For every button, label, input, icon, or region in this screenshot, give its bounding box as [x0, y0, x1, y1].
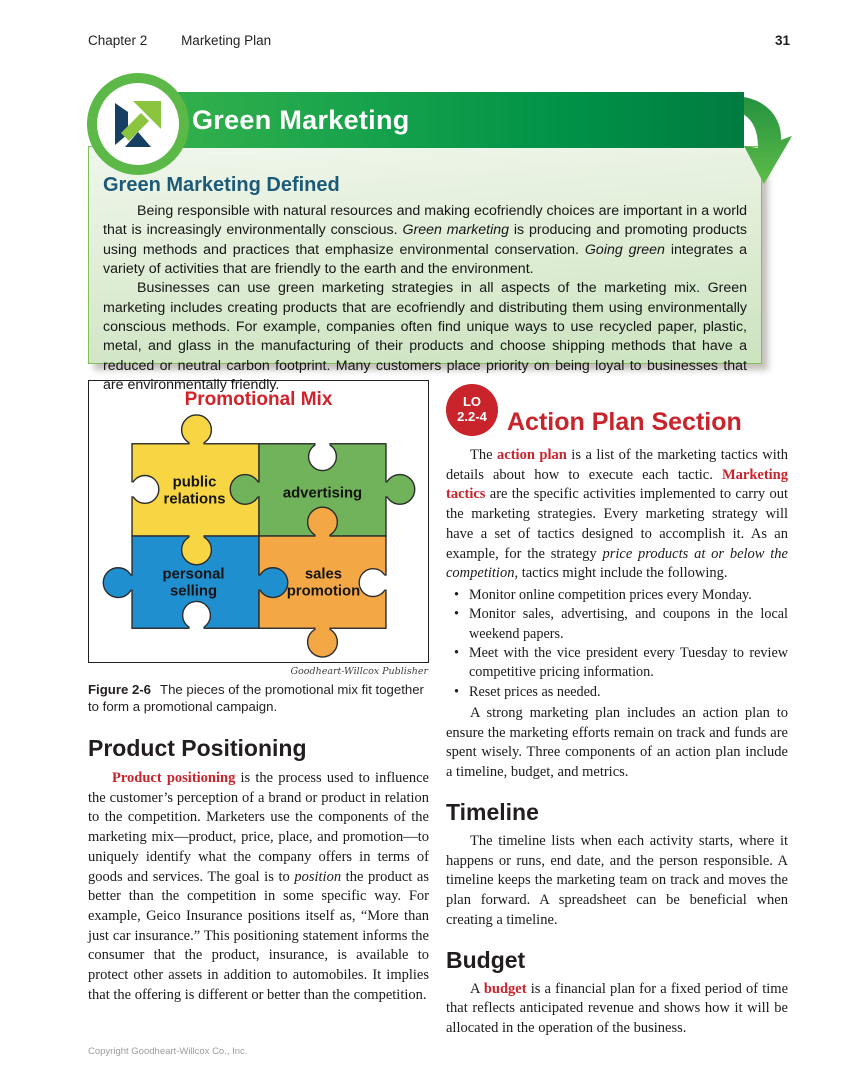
chapter-label: Chapter 2 — [88, 33, 148, 48]
puzzle-tab-neck — [255, 482, 263, 496]
puzzle-blank-neck — [128, 482, 136, 496]
puzzle-tab-neck — [315, 532, 329, 540]
puzzle-label: promotion — [286, 583, 360, 600]
italic-term: Green marketing — [402, 222, 510, 239]
text-run: is the process used to influence the customer’s perception of a brand or product in relation to the competition. Marketers use the components of the marketing mix—product, price, place, and promotion—to uniquely identify what the company offers in terms of goods and services. The goal is to — [88, 769, 429, 885]
page-number: 31 — [774, 33, 790, 48]
promotional-mix-puzzle — [94, 414, 424, 660]
gw-arrow-logo-icon — [86, 72, 190, 176]
key-term: Product positioning — [112, 769, 236, 786]
text-run: is a financial plan for a fixed period of time that reflects anticipated revenue and shows how it will be allocated in the operation of the business. — [446, 980, 789, 1037]
lo-label: LO — [462, 394, 482, 410]
text-run: is a list of the marketing tactics with details about how to execute each tactic. — [446, 447, 789, 483]
figure-2-6 — [88, 380, 429, 663]
puzzle-tab-neck — [189, 532, 203, 540]
puzzle-label: sales — [304, 566, 342, 583]
text-run: is producing and promoting products using methods and practices that emphasize environmental conservation. — [103, 222, 747, 258]
italic-term: price products at or below the competition — [446, 545, 788, 582]
text-run: , tactics might include the following. — [514, 565, 728, 582]
puzzle-tab-neck — [315, 624, 329, 632]
budget-paragraph — [446, 980, 788, 1039]
lo-number: 2.2-4 — [457, 409, 487, 424]
feature-paragraph — [103, 202, 747, 279]
puzzle-tab-neck — [128, 576, 136, 590]
action-plan-paragraph — [446, 446, 788, 584]
figure-caption — [88, 681, 429, 716]
section-heading-timeline: Timeline — [446, 798, 539, 825]
list-item: • Monitor sales, advertising, and coupons in the local weekend papers. — [454, 605, 788, 644]
list-item: • Monitor online competition prices every Monday. — [454, 586, 788, 605]
text-run: The — [470, 447, 498, 463]
text-run: A — [470, 980, 484, 997]
puzzle-tab-neck — [189, 440, 203, 448]
section-heading-product-positioning: Product Positioning — [88, 734, 307, 761]
feature-banner-bar — [104, 92, 744, 148]
text-run: are the specific activities implemented to carry out the marketing strategies. Every marketing strategy will have a set of tactics designed to accomplish it. As an example, for the strategy — [446, 486, 788, 562]
puzzle-label: selling — [169, 583, 217, 600]
feature-banner-title: Green Marketing — [192, 105, 410, 135]
italic-term: Going green — [584, 241, 665, 258]
puzzle-blank-neck — [315, 440, 329, 448]
puzzle-label: personal — [162, 566, 225, 583]
text-run: integrates a variety of activities that are friendly to the earth and the environment. — [103, 241, 747, 277]
figure-caption-label: Figure 2-6 — [88, 682, 152, 697]
text-run: the product as better than the competition in some specific way. For example, Geico Insurance positions itself as, “More than just car insurance.” This positioning statement informs the consumer that the product, insurance, is available to protect other assets in addition to automobiles. It implies that the offering is different or better than the competition. — [88, 868, 429, 1003]
puzzle-label: relations — [163, 491, 225, 508]
section-heading-budget: Budget — [446, 946, 526, 973]
puzzle-tab-neck — [382, 482, 390, 496]
figure-credit: Goodheart-Willcox Publisher — [290, 666, 428, 677]
feature-paragraph: Businesses can use green marketing strategies in all aspects of the marketing mix. Green marketing includes creating products that are ecofriendly and distributing them using environmentally conscious methods. For example, companies often find unique ways to use recycled paper, plastic, metal, and glass in the manufacturing of their products and choose shipping methods that have a reduced or neutral carbon footprint. Many customers place priority on being loyal to businesses that are environmentally friendly. — [103, 280, 747, 393]
green-marketing-feature-box — [88, 146, 762, 393]
puzzle-label: public — [172, 474, 216, 491]
running-head — [88, 33, 790, 48]
figure-caption-text: The pieces of the promotional mix fit together to form a promotional campaign. — [88, 682, 424, 715]
list-item: • Meet with the vice president every Tuesday to review competitive pricing information. — [454, 644, 788, 683]
copyright-line: Copyright Goodheart-Willcox Co., Inc. — [88, 1046, 248, 1057]
puzzle-blank-neck — [382, 576, 390, 590]
section-heading-action-plan: Action Plan Section — [507, 408, 742, 436]
chapter-title: Marketing Plan — [181, 33, 272, 48]
puzzle-label: advertising — [282, 485, 362, 502]
left-column — [88, 380, 429, 1006]
puzzle-tab-neck — [255, 576, 263, 590]
action-plan-paragraph: A strong marketing plan includes an action plan to ensure the marketing efforts remain on track and funds are spent wisely. Three components of an action plan include a timeline, budget, and metrics. — [446, 704, 788, 781]
puzzle-blank-neck — [189, 624, 203, 632]
key-term: budget — [483, 980, 527, 997]
product-positioning-paragraph — [88, 769, 429, 1006]
right-column — [446, 380, 788, 1039]
timeline-paragraph: The timeline lists when each activity starts, where it happens or runs, end date, and the person responsible. A timeline keeps the marketing team on track and moves the plan forward. A spreadsheet can be beneficial when creating a timeline. — [446, 832, 788, 928]
feature-heading: Green Marketing Defined — [103, 174, 340, 196]
figure-title: Promotional Mix — [184, 389, 333, 410]
italic-term: position — [294, 868, 342, 885]
list-item: • Reset prices as needed. — [454, 683, 788, 702]
key-term: Marketing tactics — [446, 466, 788, 503]
text-run: Being responsible with natural resources and making ecofriendly choices are important in a world that is increasingly environmentally conscious. — [103, 203, 747, 239]
key-term: action plan — [497, 447, 567, 463]
tactics-list — [446, 586, 788, 702]
